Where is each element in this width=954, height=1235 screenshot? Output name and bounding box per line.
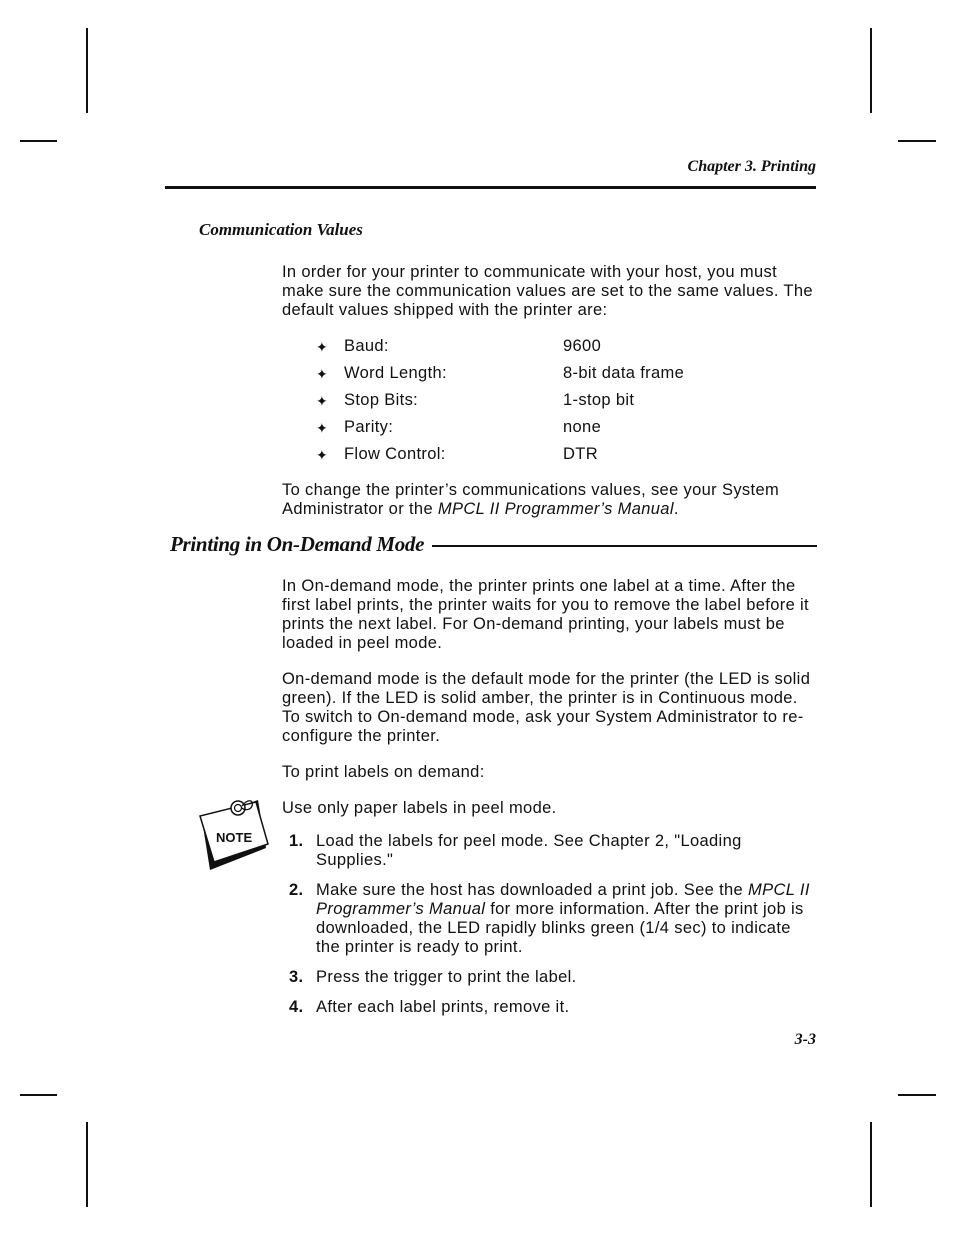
value-label: Stop Bits: (344, 391, 419, 409)
step-number: 1. (289, 832, 304, 850)
change-text-end: . (673, 500, 679, 518)
bullet-icon: ✦ (316, 420, 329, 436)
change-text: To change the printer’s communications values, see your System Administrator or the (282, 481, 780, 518)
note-text: Use only paper labels in peel mode. (282, 799, 557, 817)
crop-mark (898, 140, 936, 142)
list-item (316, 364, 816, 391)
bullet-icon: ✦ (316, 339, 329, 355)
note-label: NOTE (216, 830, 253, 845)
step-number: 3. (289, 968, 304, 986)
value-setting: 9600 (563, 337, 602, 355)
value-setting: 1-stop bit (563, 391, 635, 409)
step-number: 2. (289, 881, 304, 899)
communication-subhead: Communication Values (199, 220, 363, 239)
on-demand-paragraph-3: To print labels on demand: (282, 763, 485, 781)
crop-mark (870, 28, 872, 113)
manual-reference: MPCL II Programmer’s Manual (437, 500, 674, 518)
crop-mark (898, 1094, 936, 1096)
list-item (282, 881, 817, 957)
crop-mark (20, 140, 57, 142)
note-icon (198, 798, 270, 872)
value-setting: DTR (563, 445, 598, 463)
crop-mark (870, 1122, 872, 1207)
page-number: 3-3 (794, 1031, 816, 1048)
step-text: Load the labels for peel mode. See Chapter 2, "Loading Supplies." (316, 832, 742, 869)
list-item (316, 418, 816, 445)
value-label: Word Length: (344, 364, 447, 382)
list-item (316, 337, 816, 364)
on-demand-paragraph-1: In On-demand mode, the printer prints one label at a time. After the first label prints, the printer waits for you to remove the label before it prints the next label. For On-demand printing, your labels must be loaded in peel mode. (282, 577, 809, 652)
communication-values-list (316, 337, 816, 472)
value-label: Parity: (344, 418, 394, 436)
value-label: Baud: (344, 337, 389, 355)
list-item (316, 391, 816, 418)
list-item (282, 968, 817, 987)
steps-list (282, 832, 817, 1017)
step-text-end: for more information. After the print job is downloaded, the LED rapidly blinks green (1/4 sec) to indicate the printer is ready to print. (316, 900, 804, 956)
list-item (282, 998, 817, 1017)
on-demand-paragraph-2: On-demand mode is the default mode for the printer (the LED is solid green). If the LED is solid amber, the printer is in Continuous mode. To switch to On-demand mode, ask your System Administrator to re-configure the printer. (282, 670, 811, 745)
crop-mark (86, 28, 88, 113)
step-text: Make sure the host has downloaded a print job. See the (316, 881, 749, 899)
section-rule (432, 545, 817, 547)
bullet-icon: ✦ (316, 393, 329, 409)
section-heading (170, 530, 817, 558)
header-rule (165, 186, 816, 189)
step-text: Press the trigger to print the label. (316, 968, 577, 986)
crop-mark (20, 1094, 57, 1096)
bullet-icon: ✦ (316, 366, 329, 382)
section-title: Printing in On-Demand Mode (170, 531, 425, 556)
step-text: After each label prints, remove it. (316, 998, 570, 1016)
crop-mark (86, 1122, 88, 1207)
list-item (282, 832, 817, 870)
change-values-paragraph (282, 481, 817, 519)
list-item (316, 445, 816, 472)
communication-intro: In order for your printer to communicate with your host, you must make sure the communication values are set to the same values. The default values shipped with the printer are: (282, 263, 813, 319)
value-setting: none (563, 418, 602, 436)
bullet-icon: ✦ (316, 447, 329, 463)
running-header: Chapter 3. Printing (687, 158, 816, 175)
value-label: Flow Control: (344, 445, 446, 463)
value-setting: 8-bit data frame (563, 364, 685, 382)
step-number: 4. (289, 998, 304, 1016)
manual-reference: MPCL II Programmer’s Manual (316, 881, 810, 918)
